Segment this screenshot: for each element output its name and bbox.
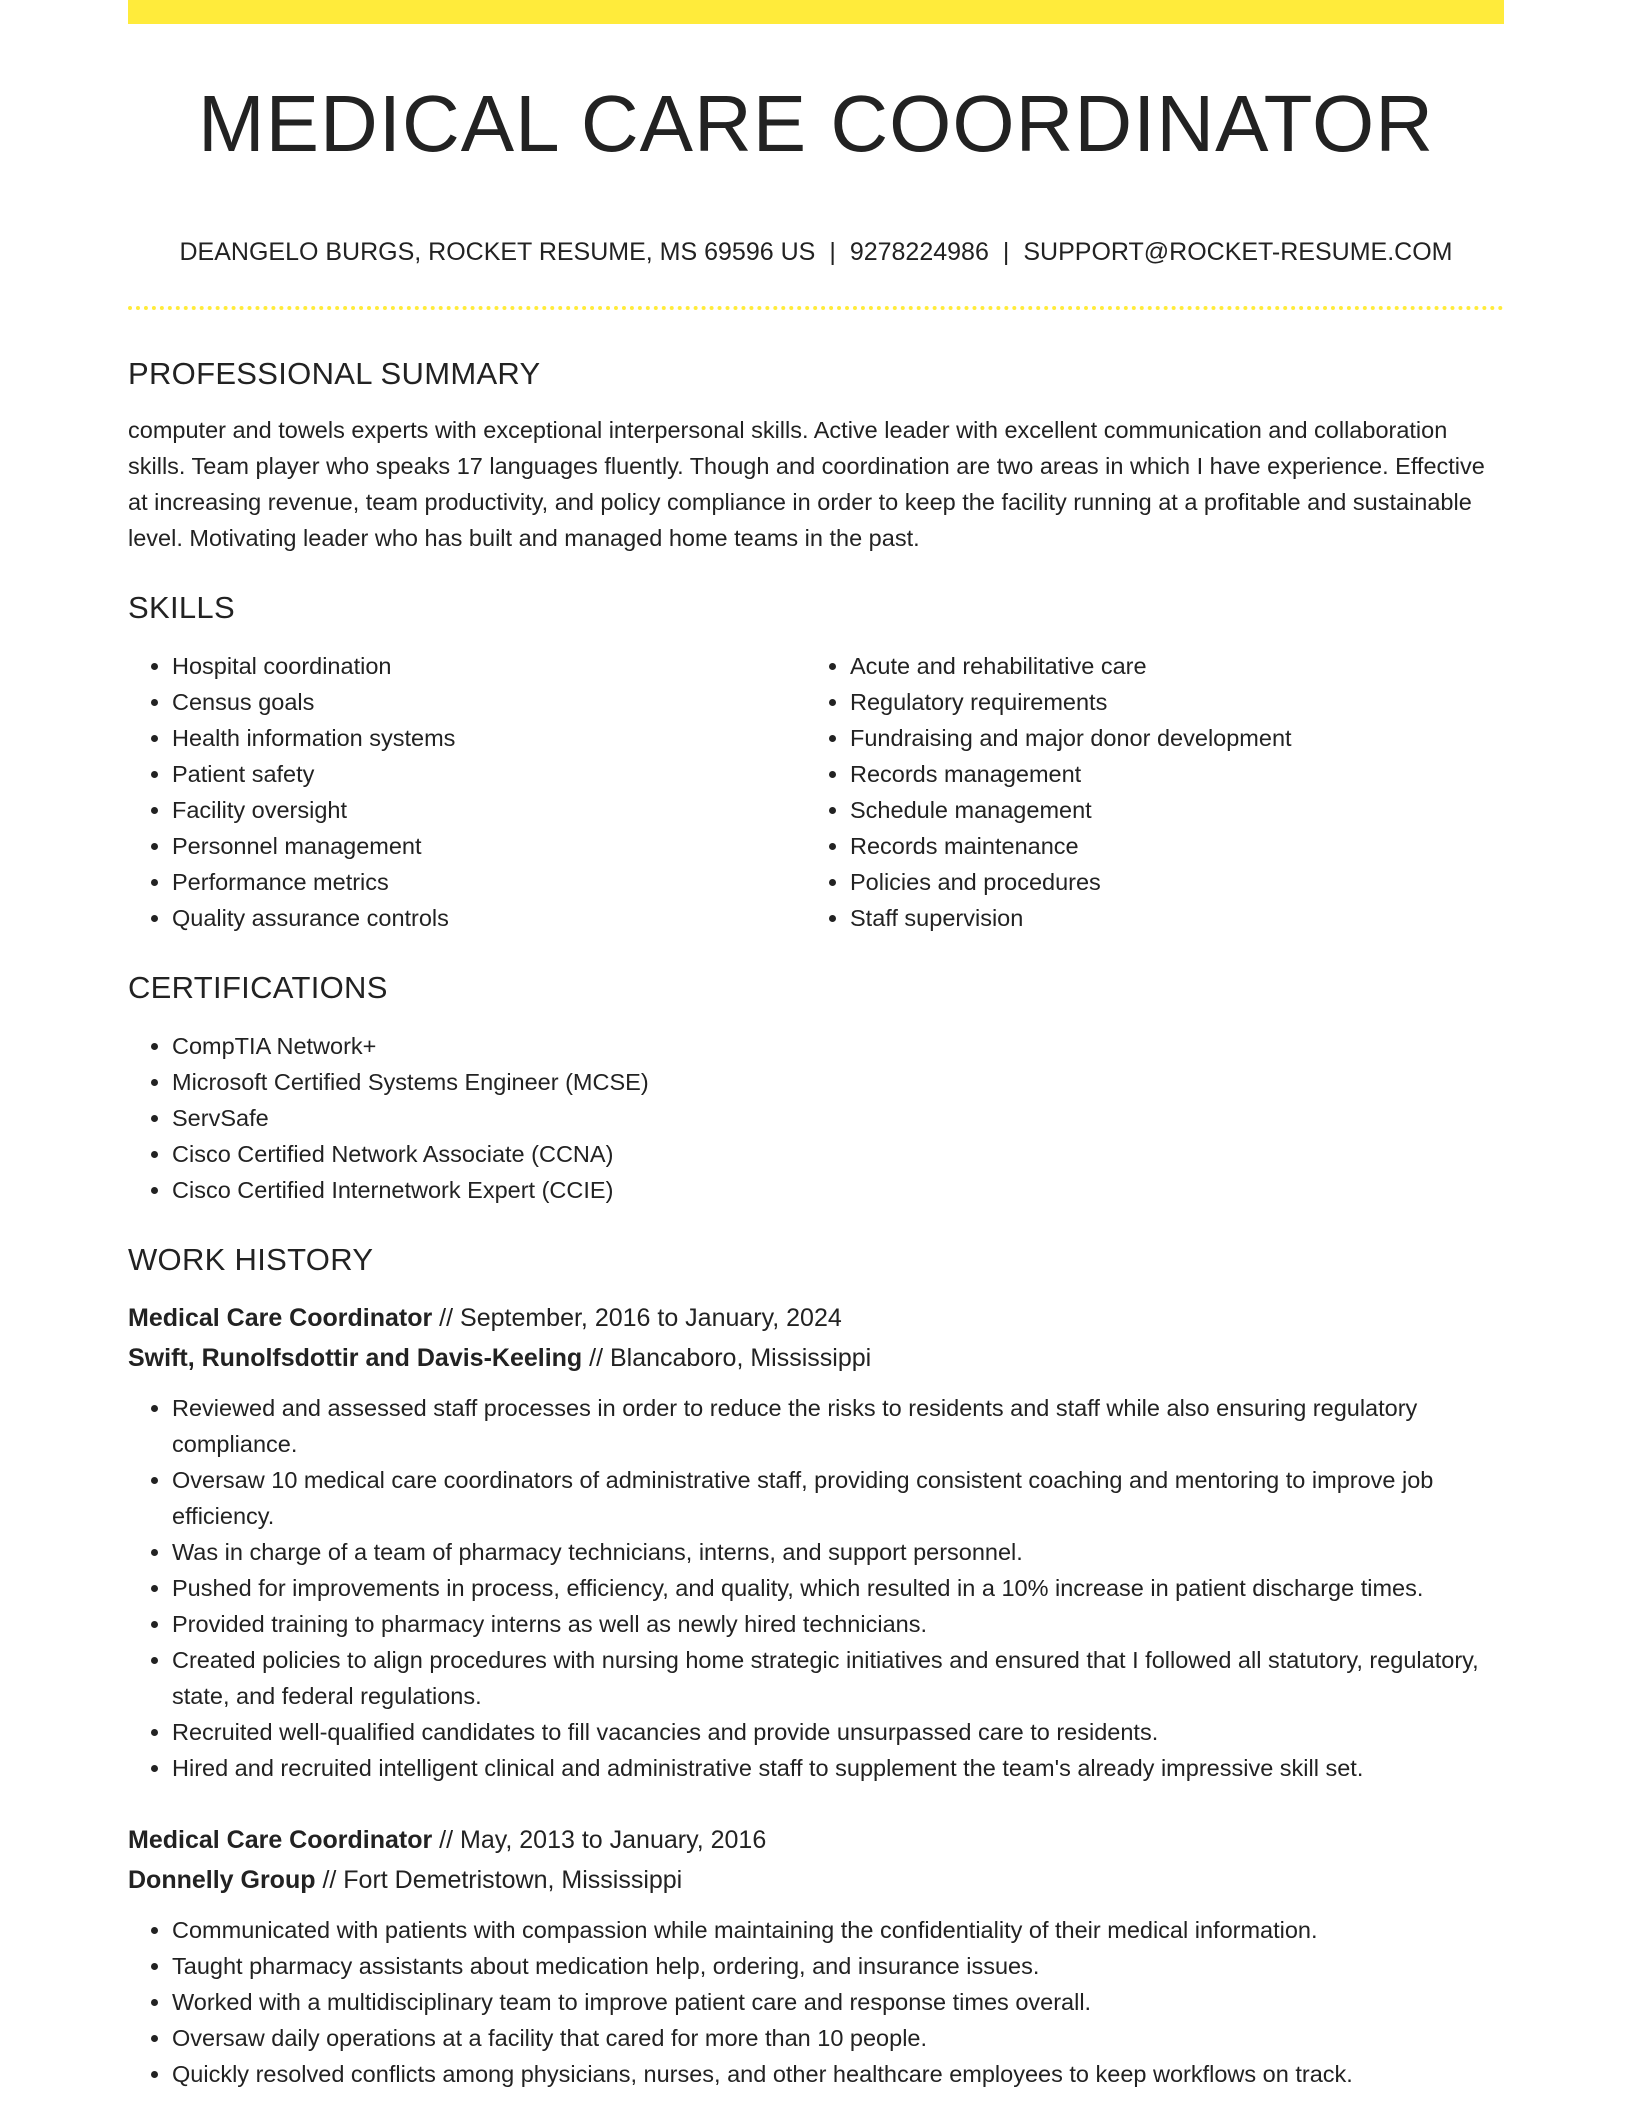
job-title-line [128, 1820, 1504, 1860]
job-company: Swift, Runolfsdottir and Davis-Keeling [128, 1344, 583, 1372]
job-bullet: • Quickly resolved conflicts among physicians, nurses, and other healthcare employees to keep workflows on track. [172, 2056, 1504, 2092]
job-company-line [128, 1860, 1504, 1900]
summary-text: computer and towels experts with exceptional interpersonal skills. Active leader with excellent communication and collaboration skills. Team player who speaks 17 languages fluently. Though and coordination are two areas in which I have experience. Effective at increasing revenue, team productivity, and policy compliance in order to keep the facility running at a profitable and sustainable level. Motivating leader who has built and managed home teams in the past. [128, 417, 1485, 551]
skill-item: • Performance metrics [172, 864, 806, 900]
job-title: Medical Care Coordinator [128, 1826, 433, 1854]
certification-item: • Microsoft Certified Systems Engineer (MCSE) [172, 1064, 1504, 1100]
dotted-divider [128, 306, 1504, 310]
skill-item: • Records maintenance [850, 828, 1484, 864]
job-bullet: • Was in charge of a team of pharmacy technicians, interns, and support personnel. [172, 1534, 1504, 1570]
skill-item: • Records management [850, 756, 1484, 792]
job-bullets [128, 1390, 1504, 1786]
contact-phone: 9278224986 [849, 238, 989, 266]
certifications-section [128, 968, 1504, 1208]
work-history-heading: WORK HISTORY [128, 1242, 374, 1277]
job-location: // Fort Demetristown, Mississippi [315, 1866, 683, 1894]
accent-bar [128, 0, 1504, 24]
skill-item: • Staff supervision [850, 900, 1484, 936]
contact-separator: | [829, 238, 836, 266]
certification-item: • ServSafe [172, 1100, 1504, 1136]
job-company: Donnelly Group [128, 1866, 316, 1894]
skills-right-column [806, 648, 1484, 936]
resume-body [128, 354, 1504, 2092]
job-bullets [128, 1912, 1504, 2092]
contact-separator: | [1002, 238, 1010, 266]
skill-item: • Policies and procedures [850, 864, 1484, 900]
certifications-list [128, 1028, 1504, 1208]
job-bullet: • Recruited well-qualified candidates to fill vacancies and provide unsurpassed care to residents. [172, 1714, 1504, 1750]
job-bullet: • Oversaw daily operations at a facility that cared for more than 10 people. [172, 2020, 1504, 2056]
skill-item: • Census goals [172, 684, 806, 720]
skills-left-column [128, 648, 806, 936]
certifications-heading: CERTIFICATIONS [128, 970, 388, 1005]
skill-item: • Health information systems [172, 720, 806, 756]
skills-grid [128, 648, 1504, 936]
job-bullet: • Pushed for improvements in process, efficiency, and quality, which resulted in a 10% increase in patient discharge times. [172, 1570, 1504, 1606]
certification-item: • Cisco Certified Internetwork Expert (CCIE) [172, 1172, 1504, 1208]
job-bullet: • Reviewed and assessed staff processes in order to reduce the risks to residents and staff while also ensuring regulatory compliance. [172, 1390, 1504, 1462]
job-dates: // May, 2013 to January, 2016 [432, 1826, 767, 1854]
job-bullet: • Hired and recruited intelligent clinical and administrative staff to supplement the team's already impressive skill set. [172, 1750, 1504, 1786]
job-title-line [128, 1298, 1504, 1338]
skill-item: • Schedule management [850, 792, 1484, 828]
job-location: // Blancaboro, Mississippi [582, 1344, 872, 1372]
contact-address: DEANGELO BURGS, ROCKET RESUME, MS 69596 US [179, 238, 816, 266]
skill-item: • Regulatory requirements [850, 684, 1484, 720]
job-title: Medical Care Coordinator [128, 1304, 433, 1332]
skill-item: • Facility oversight [172, 792, 806, 828]
skill-item: • Patient safety [172, 756, 806, 792]
job-bullet: • Taught pharmacy assistants about medication help, ordering, and insurance issues. [172, 1948, 1504, 1984]
certification-item: • CompTIA Network+ [172, 1028, 1504, 1064]
skill-item: • Fundraising and major donor development [850, 720, 1484, 756]
skill-item: • Hospital coordination [172, 648, 806, 684]
contact-email: SUPPORT@ROCKET-RESUME.COM [1023, 238, 1453, 266]
job-dates: // September, 2016 to January, 2024 [432, 1304, 842, 1332]
skill-item: • Personnel management [172, 828, 806, 864]
job-company-line [128, 1338, 1504, 1378]
summary-section [128, 354, 1504, 556]
resume-title: MEDICAL CARE COORDINATOR [198, 79, 1434, 168]
skill-item: • Acute and rehabilitative care [850, 648, 1484, 684]
contact-line [128, 238, 1504, 267]
job-bullet: • Provided training to pharmacy interns as well as newly hired technicians. [172, 1606, 1504, 1642]
skills-heading: SKILLS [128, 590, 235, 625]
work-history-section [128, 1240, 1504, 2092]
summary-heading: PROFESSIONAL SUMMARY [128, 356, 541, 391]
job-bullet: • Oversaw 10 medical care coordinators of administrative staff, providing consistent coaching and mentoring to improve job efficiency. [172, 1462, 1504, 1534]
job-entry [128, 1820, 1504, 2092]
job-bullet: • Communicated with patients with compassion while maintaining the confidentiality of their medical information. [172, 1912, 1504, 1948]
certification-item: • Cisco Certified Network Associate (CCNA) [172, 1136, 1504, 1172]
job-bullet: • Worked with a multidisciplinary team to improve patient care and response times overall. [172, 1984, 1504, 2020]
job-bullet: • Created policies to align procedures with nursing home strategic initiatives and ensured that I followed all statutory, regulatory, state, and federal regulations. [172, 1642, 1504, 1714]
skills-section [128, 588, 1504, 936]
skill-item: • Quality assurance controls [172, 900, 806, 936]
job-entry [128, 1298, 1504, 1786]
